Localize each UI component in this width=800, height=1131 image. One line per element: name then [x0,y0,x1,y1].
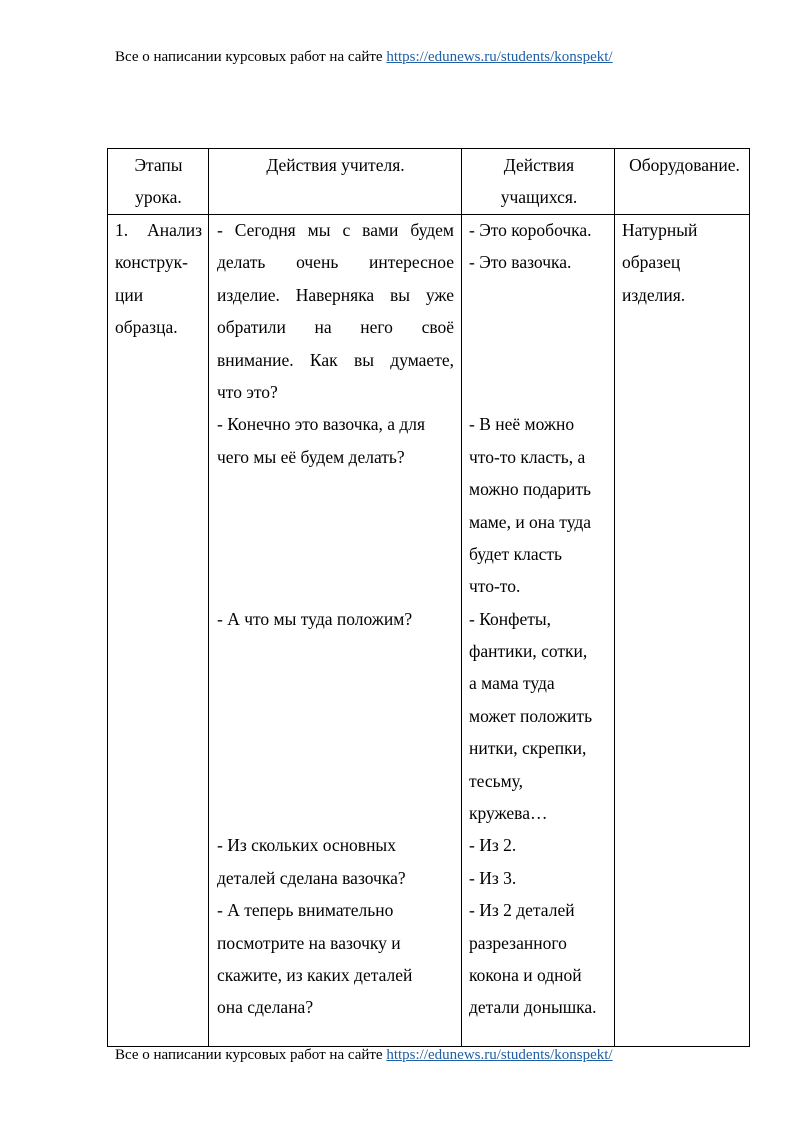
text-line: изделие. Наверняка вы уже [217,284,454,305]
text-line: разрезанного [469,932,567,953]
text-line: чего мы её будем делать? [217,446,405,467]
text-line [469,279,609,311]
text-line: конструк- [115,252,188,273]
text-line [217,765,454,797]
header-cell-stages [115,149,202,214]
header-line: учащихся. [500,187,578,208]
text-line [217,538,454,570]
column-divider [461,149,462,1046]
text-line: - В неё можно [469,414,575,435]
text-line [217,635,454,667]
text-line [469,376,609,408]
column-divider [614,149,615,1046]
text-line: скажите, из каких деталей [217,964,413,985]
text-line: - Сегодня мы с вами будем [217,220,454,240]
header-cell-students [469,149,609,214]
text-line: - Из скольких основных [217,835,396,856]
text-line: может положить [469,705,593,726]
text-line: обратили на него своё [217,317,454,338]
table-border-left [107,149,108,1046]
text-line: будет класть [469,543,562,564]
text-line: - А что мы туда положим? [217,608,413,629]
text-line: что-то. [469,576,521,597]
text-line: посмотрите на вазочку и [217,932,401,953]
text-line: - Это коробочка. [469,220,592,240]
text-line: что это? [217,381,278,402]
header-link[interactable]: https://edunews.ru/students/konspekt/ [386,49,613,65]
header-line: Оборудование. [629,155,740,175]
teacher-actions-cell [217,214,454,1024]
table-border-right [749,149,750,1046]
text-line: внимание. Как вы думаете, [217,349,454,370]
header-line: Действия [503,155,575,175]
text-line: делать очень интересное [217,252,454,273]
text-line [469,311,609,343]
header-line: Действия учителя. [266,155,405,175]
text-line: - Конфеты, [469,608,552,629]
text-line [217,473,454,505]
text-line: нитки, скрепки, [469,738,587,759]
text-line: фантики, сотки, [469,641,588,662]
header-line: Этапы [134,155,183,175]
text-line: она сделана? [217,997,314,1018]
header-line: урока. [135,187,182,208]
text-line: детали донышка. [469,997,597,1018]
column-divider [208,149,209,1046]
text-line: - Это вазочка. [469,252,572,273]
text-line: можно подарить [469,479,591,500]
text-line: - Из 2. [469,835,517,856]
text-line: - Из 3. [469,867,517,888]
text-line: маме, и она туда [469,511,592,532]
header-text: Все о написании курсовых работ на сайте [115,49,387,65]
text-line [217,506,454,538]
footer-link[interactable]: https://edunews.ru/students/konspekt/ [386,1047,613,1063]
text-line [217,732,454,764]
text-line: - А теперь внимательно [217,900,394,921]
equipment-cell [622,214,747,311]
page-footer [115,1046,613,1064]
header-cell-teacher [217,149,454,181]
text-line: ции [115,284,144,305]
footer-text: Все о написании курсовых работ на сайте [115,1047,387,1063]
header-cell-equipment [622,149,747,181]
text-line: изделия. [622,284,686,305]
page-header [115,48,613,66]
text-line: тесьму, [469,770,524,791]
text-line: - Из 2 деталей [469,900,575,921]
text-line: - Конечно это вазочка, а для [217,414,426,435]
text-line: что-то класть, а [469,446,586,467]
text-line: кружева… [469,803,548,824]
text-line [469,344,609,376]
text-line: образца. [115,317,178,338]
lesson-table [107,148,750,1047]
text-line: а мама туда [469,673,555,694]
student-actions-cell [469,214,609,1024]
text-line [217,797,454,829]
text-line [217,667,454,699]
text-line: деталей сделана вазочка? [217,867,406,888]
text-line [217,570,454,602]
text-line: кокона и одной [469,964,582,985]
text-line: Натурный [622,220,698,240]
text-line: 1. Анализ [115,220,202,240]
text-line [217,700,454,732]
stage-cell [115,214,202,344]
text-line: образец [622,252,681,273]
